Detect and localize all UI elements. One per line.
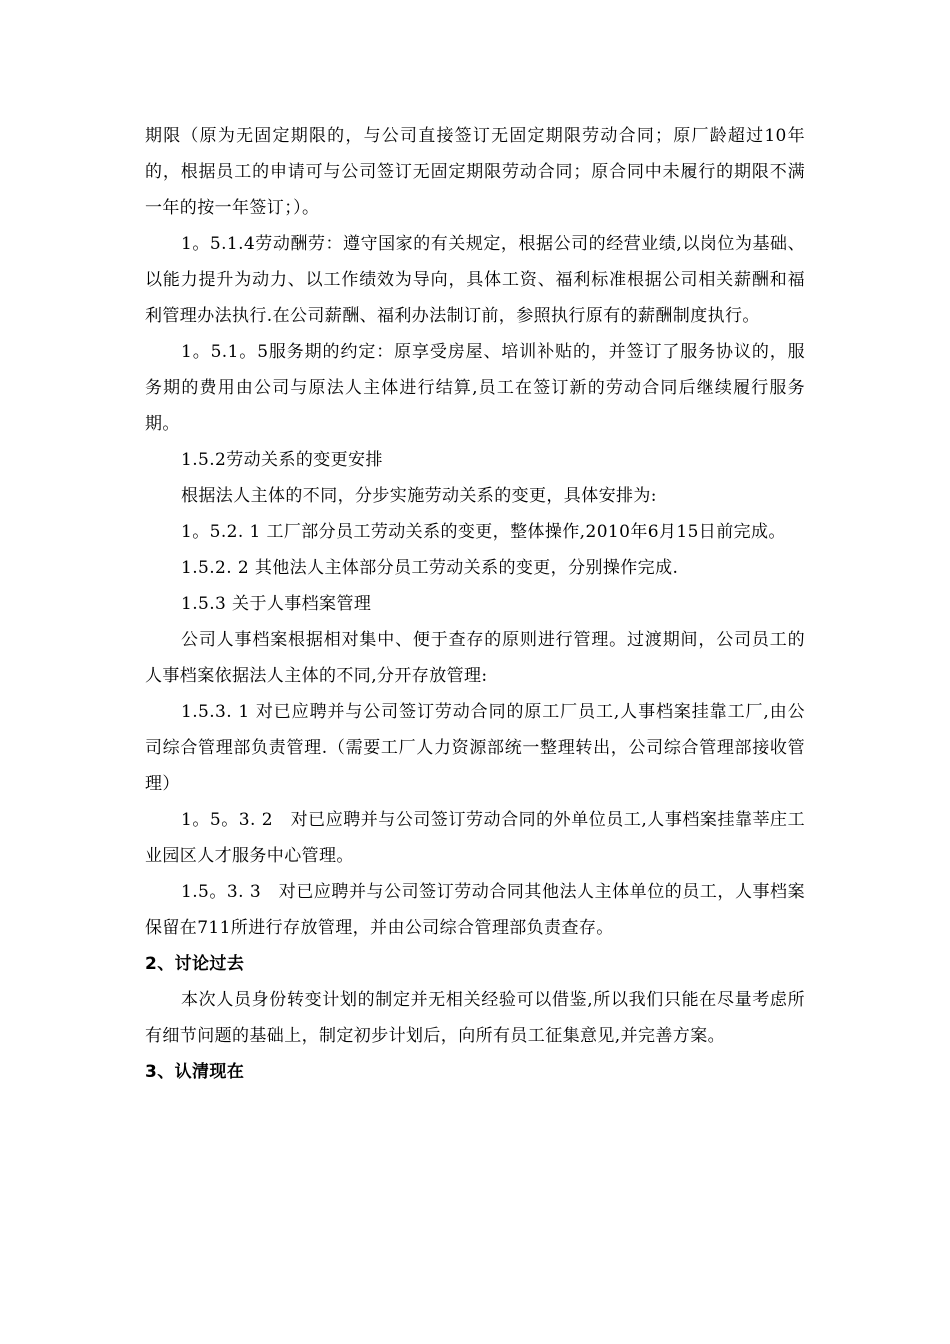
heading-discuss-past: 2、讨论过去 <box>145 954 245 974</box>
heading-recognize-present: 3、认清现在 <box>145 1062 245 1082</box>
paragraph-service-period: 1。5.1。5服务期的约定：原享受房屋、培训补贴的，并签订了服务协议的，服务期的费用由公司与原法人主体进行结算,员工在签订新的劳动合同后继续履行服务期。 <box>145 342 805 434</box>
paragraph-files-external-staff: 1。5。3. 2 对已应聘并与公司签订劳动合同的外单位员工,人事档案挂靠莘庄工业园区人才服务中心管理。 <box>145 810 805 866</box>
paragraph-labor-remuneration: 1。5.1.4劳动酬劳：遵守国家的有关规定，根据公司的经营业绩,以岗位为基础、以能力提升为动力、以工作绩效为导向，具体工资、福利标准根据公司相关薪酬和福利管理办法执行.在公司薪酬、福利办法制订前，参照执行原有的薪酬制度执行。 <box>145 234 805 326</box>
paragraph-files-other-entities: 1.5。3. 3 对已应聘并与公司签订劳动合同其他法人主体单位的员工，人事档案保留在711所进行存放管理，并由公司综合管理部负责查存。 <box>145 882 805 938</box>
paragraph-other-entities-change: 1.5.2. 2 其他法人主体部分员工劳动关系的变更，分别操作完成. <box>181 558 679 578</box>
paragraph-files-factory-staff: 1.5.3. 1 对已应聘并与公司签订劳动合同的原工厂员工,人事档案挂靠工厂,由公司综合管理部负责管理.（需要工厂人力资源部统一整理转出，公司综合管理部接收管理） <box>145 702 805 794</box>
paragraph-discuss-past: 本次人员身份转变计划的制定并无相关经验可以借鉴,所以我们只能在尽量考虑所有细节问题的基础上，制定初步计划后，向所有员工征集意见,并完善方案。 <box>145 990 805 1046</box>
paragraph-files-principle: 公司人事档案根据相对集中、便于查存的原则进行管理。过渡期间，公司员工的人事档案依据法人主体的不同,分开存放管理: <box>145 630 805 686</box>
section-title-personnel-files: 1.5.3 关于人事档案管理 <box>181 594 372 614</box>
paragraph-change-intro: 根据法人主体的不同，分步实施劳动关系的变更，具体安排为: <box>181 486 657 506</box>
paragraph-factory-change: 1。5.2. 1 工厂部分员工劳动关系的变更，整体操作,2010年6月15日前完成。 <box>181 522 786 542</box>
section-title-labor-relation-change: 1.5.2劳动关系的变更安排 <box>181 450 383 470</box>
paragraph-contract-term: 期限（原为无固定期限的，与公司直接签订无固定期限劳动合同；原厂龄超过10年的，根据员工的申请可与公司签订无固定期限劳动合同；原合同中未履行的期限不满一年的按一年签订；）。 <box>145 126 805 218</box>
document-body <box>145 118 805 1090</box>
